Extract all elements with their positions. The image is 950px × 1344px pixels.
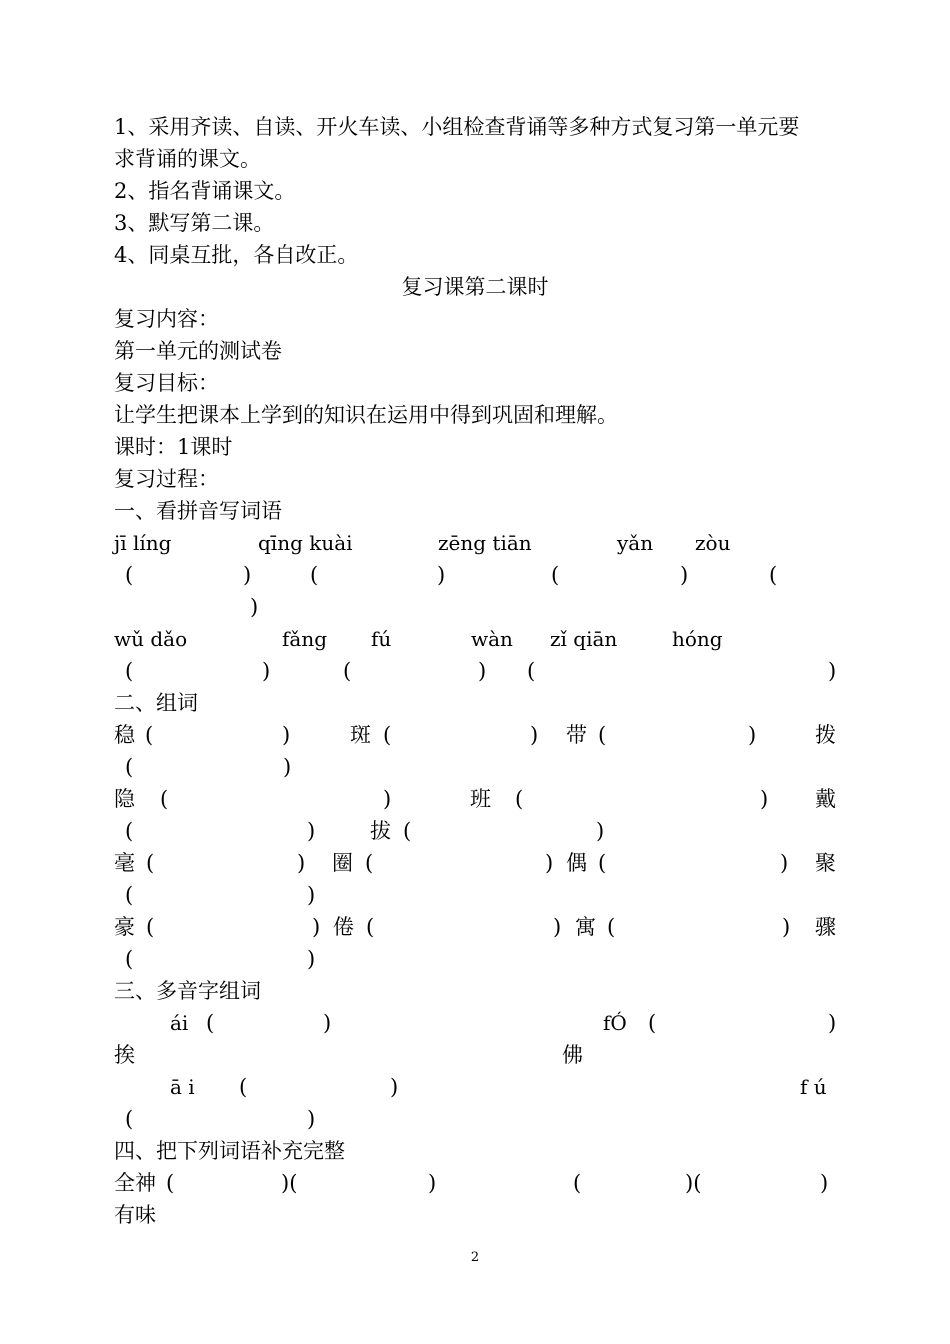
step-1-cont: 求背诵的课文。 xyxy=(114,147,261,171)
pinyin-zou: zòu xyxy=(695,531,731,555)
char-hao2: 豪 xyxy=(114,915,135,939)
pinyin-yan: yǎn xyxy=(617,531,654,555)
pinyin-hong: hóng xyxy=(672,627,723,651)
pinyin-fu: fú xyxy=(371,627,392,651)
char-ban2: 班 xyxy=(470,787,491,811)
pinyin-zengtian: zēng tiān xyxy=(438,531,532,555)
char-hao: 毫 xyxy=(114,851,135,875)
content-text: 第一单元的测试卷 xyxy=(114,339,282,363)
char-yin: 隐 xyxy=(114,787,135,811)
char-fo: 佛 xyxy=(562,1043,583,1067)
goal-label: 复习目标： xyxy=(114,371,219,395)
section2-heading: 二、组词 xyxy=(114,691,198,715)
char-wen: 稳 xyxy=(114,723,135,747)
char-dai: 带 xyxy=(566,723,587,747)
pinyin-fu-2: f ú xyxy=(800,1075,827,1099)
pinyin-fo: fÓ xyxy=(603,1011,627,1035)
char-ba: 拔 xyxy=(370,819,391,843)
pinyin-qingkuai: qīng kuài xyxy=(258,531,353,555)
char-zhou: 骤 xyxy=(815,915,836,939)
page-number: 2 xyxy=(470,1250,480,1265)
lesson-title: 复习课第二课时 xyxy=(401,275,549,299)
pinyin-wan: wàn xyxy=(471,627,513,651)
char-ju: 聚 xyxy=(815,851,836,875)
char-juan: 倦 xyxy=(333,915,354,939)
word-youwei: 有味 xyxy=(114,1203,156,1227)
char-ban: 斑 xyxy=(350,723,371,747)
step-3: 3、默写第二课。 xyxy=(114,211,275,235)
pinyin-ai-2: ā i xyxy=(170,1075,195,1099)
section4-heading: 四、把下列词语补充完整 xyxy=(114,1139,345,1163)
char-yu: 寓 xyxy=(575,915,596,939)
pinyin-wudao: wǔ dǎo xyxy=(114,627,188,651)
step-1: 1、采用齐读、自读、开火车读、小组检查背诵等多种方式复习第一单元要 xyxy=(114,115,800,139)
pinyin-ziqian: zǐ qiān xyxy=(550,627,618,651)
pinyin-fang: fǎng xyxy=(282,627,328,651)
char-bo: 拨 xyxy=(815,723,836,747)
period: 课时：1课时 xyxy=(114,435,233,459)
word-quanshen: 全神 xyxy=(114,1171,156,1195)
char-ou: 偶 xyxy=(566,851,587,875)
char-dai2: 戴 xyxy=(815,787,836,811)
goal-text: 让学生把课本上学到的知识在运用中得到巩固和理解。 xyxy=(114,403,618,427)
process-label: 复习过程： xyxy=(114,467,219,491)
pinyin-jiling: jī líng xyxy=(114,531,172,555)
pinyin-ai-1: ái xyxy=(170,1011,189,1035)
step-2: 2、指名背诵课文。 xyxy=(114,179,296,203)
char-ai: 挨 xyxy=(114,1043,135,1067)
char-quan: 圈 xyxy=(332,851,353,875)
step-4: 4、同桌互批，各自改正。 xyxy=(114,243,359,267)
section3-heading: 三、多音字组词 xyxy=(114,979,261,1003)
section1-heading: 一、看拼音写词语 xyxy=(114,499,282,523)
content-label: 复习内容： xyxy=(114,307,219,331)
